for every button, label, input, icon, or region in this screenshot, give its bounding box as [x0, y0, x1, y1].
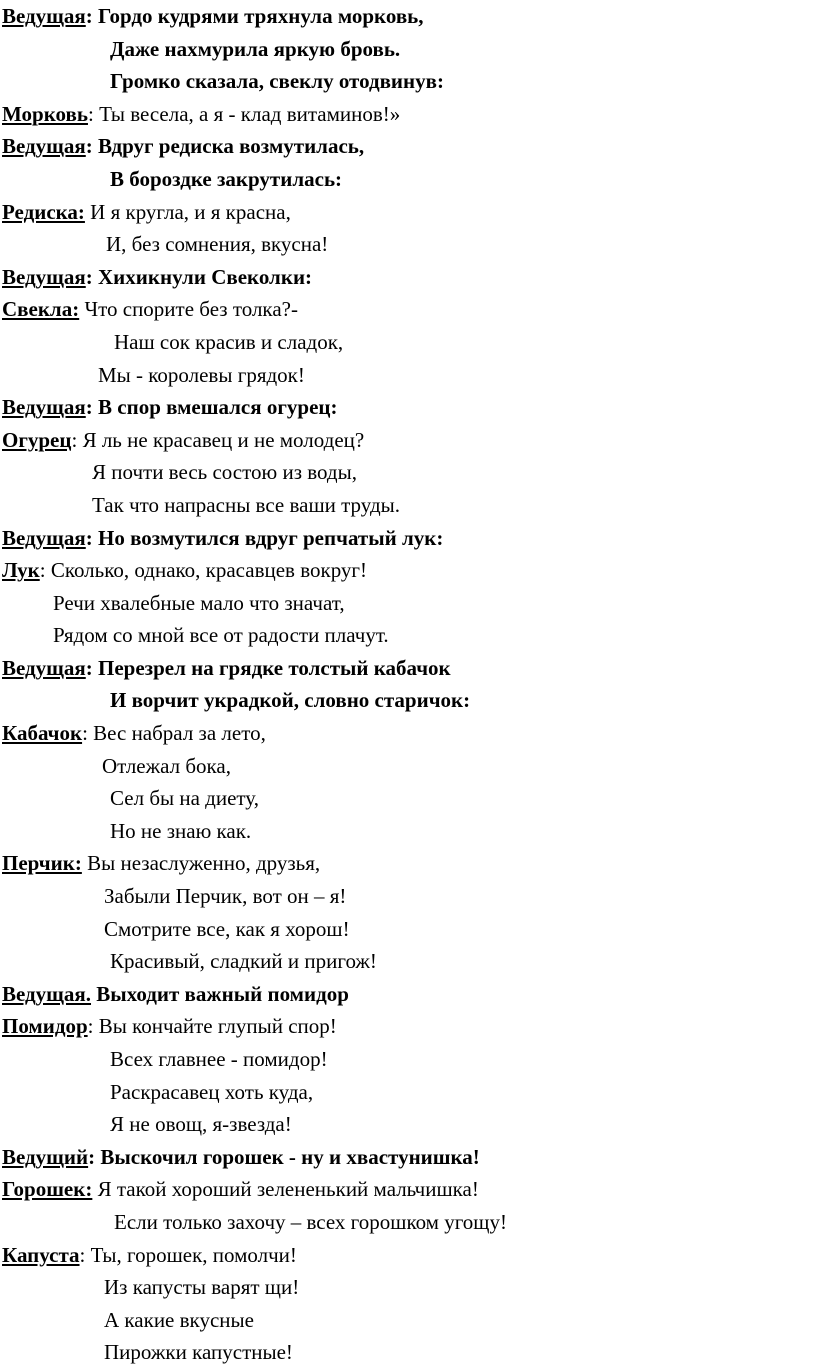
speaker-separator: :	[88, 1144, 96, 1169]
speaker-name: Ведущий	[2, 1144, 89, 1169]
dialogue-line	[2, 130, 814, 163]
speaker-name: Ведущая	[2, 395, 86, 420]
verse-line	[2, 163, 814, 196]
dialogue-line	[2, 98, 814, 131]
line-text: Так что напрасны все ваши труды.	[92, 492, 400, 517]
line-text: Всех главнее - помидор!	[110, 1047, 328, 1071]
line-text: Гордо кудрями тряхнула морковь,	[92, 4, 424, 28]
line-text: Вы незаслуженно, друзья,	[81, 851, 321, 876]
speaker-separator: :	[85, 525, 93, 550]
speaker-separator: :	[85, 395, 93, 420]
verse-line	[2, 750, 814, 783]
dialogue-line	[2, 847, 814, 880]
verse-line	[2, 782, 814, 815]
verse-line	[2, 1271, 814, 1304]
line-text: Сел бы на диету,	[110, 786, 259, 811]
line-text: Красивый, сладкий и пригож!	[110, 949, 377, 974]
dialogue-line	[2, 522, 814, 555]
speaker-separator: :	[85, 655, 93, 680]
line-text: Даже нахмурила яркую бровь.	[110, 36, 401, 61]
verse-line	[2, 456, 814, 489]
speaker-name: Морковь	[2, 101, 88, 126]
dialogue-line	[2, 196, 814, 229]
line-text: И, без сомнения, вкусна!	[106, 232, 329, 257]
verse-line	[2, 65, 814, 98]
speaker-separator: :	[87, 101, 94, 126]
script-page	[2, 0, 814, 1369]
line-text: Наш сок красив и сладок,	[114, 329, 344, 354]
verse-line	[2, 1304, 814, 1337]
speaker-separator: :	[85, 264, 93, 289]
verse-line	[2, 1206, 814, 1239]
dialogue-line	[2, 391, 814, 424]
dialogue-line	[2, 1141, 814, 1174]
line-text: Я не овощ, я-звезда!	[110, 1112, 292, 1137]
speaker-name: Перчик:	[2, 851, 82, 876]
dialogue-line	[2, 1239, 814, 1272]
line-text: : Сколько, однако, красавцев вокруг!	[39, 558, 368, 583]
verse-line	[2, 1043, 814, 1076]
speaker-name: Ведущая	[2, 264, 86, 289]
line-text: Выходит важный помидор	[96, 981, 349, 1006]
verse-line	[2, 880, 814, 913]
line-text: Если только захочу – всех горошком угощу!	[114, 1209, 507, 1234]
verse-line	[2, 815, 814, 848]
verse-line	[2, 1108, 814, 1141]
line-text: Ты весела, а я - клад витаминов!»	[93, 101, 401, 126]
line-text: Что спорите без толка?-	[79, 297, 298, 322]
speaker-name: Ведущая.	[2, 981, 92, 1006]
dialogue-line	[2, 424, 814, 457]
speaker-name: Ведущая	[2, 134, 86, 159]
verse-line	[2, 1336, 814, 1369]
speaker-name: Ведущая	[2, 525, 86, 550]
line-text: Перезрел на грядке толстый кабачок	[92, 655, 451, 680]
line-text: В бороздке закрутилась:	[110, 166, 343, 191]
speaker-separator: :	[85, 134, 93, 159]
line-text: Выскочил горошек - ну и хвастунишка!	[95, 1144, 480, 1169]
speaker-separator: :	[85, 4, 93, 28]
dialogue-line	[2, 978, 814, 1011]
line-text: В спор вмешался огурец:	[92, 395, 338, 420]
dialogue-line	[2, 652, 814, 685]
line-text: Раскрасавец хоть куда,	[110, 1079, 314, 1104]
line-text: Хихикнули Свеколки:	[92, 264, 313, 289]
line-text: Отлежал бока,	[102, 753, 232, 778]
speaker-name: Кабачок	[2, 721, 83, 746]
verse-line	[2, 913, 814, 946]
verse-line	[2, 587, 814, 620]
line-text: : Ты, горошек, помолчи!	[79, 1242, 297, 1267]
line-text: И ворчит украдкой, словно старичок:	[110, 688, 471, 713]
speaker-name: Редиска:	[2, 199, 85, 224]
speaker-name: Свекла:	[2, 297, 80, 322]
dialogue-line	[2, 554, 814, 587]
dialogue-line	[2, 717, 814, 750]
speaker-name: Горошек:	[2, 1177, 93, 1202]
line-text: Но возмутился вдруг репчатый лук:	[92, 525, 444, 550]
verse-line	[2, 359, 814, 392]
speaker-name: Лук	[2, 558, 40, 583]
dialogue-line	[2, 1010, 814, 1043]
line-text: Но не знаю как.	[110, 818, 252, 843]
verse-line	[2, 489, 814, 522]
line-text: Рядом со мной все от радости плачут.	[53, 623, 389, 648]
speaker-name: Помидор	[2, 1014, 88, 1039]
dialogue-line	[2, 1173, 814, 1206]
verse-line	[2, 945, 814, 978]
dialogue-line	[2, 293, 814, 326]
line-text: Громко сказала, свеклу отодвинув:	[110, 69, 444, 94]
line-text: : Я ль не красавец и не молодец?	[71, 427, 365, 452]
dialogue-line	[2, 261, 814, 294]
line-text: Из капусты варят щи!	[104, 1275, 300, 1300]
speaker-name: Огурец	[2, 427, 72, 452]
line-text: Мы - королевы грядок!	[98, 362, 305, 387]
verse-line	[2, 33, 814, 66]
line-text: Забыли Перчик, вот он – я!	[104, 884, 347, 909]
verse-line	[2, 1076, 814, 1109]
line-text: Смотрите все, как я хорош!	[104, 916, 350, 941]
speaker-name: Капуста	[2, 1242, 80, 1267]
speaker-name: Ведущая	[2, 4, 86, 28]
line-text: А какие вкусные	[104, 1307, 254, 1332]
line-text: Я почти весь состою из воды,	[92, 460, 357, 485]
line-text: Пирожки капустные!	[104, 1340, 293, 1365]
line-text: Я такой хороший зелененький мальчишка!	[92, 1177, 479, 1202]
speaker-name: Ведущая	[2, 655, 86, 680]
line-text: : Вы кончайте глупый спор!	[87, 1014, 337, 1039]
verse-line	[2, 684, 814, 717]
verse-line	[2, 619, 814, 652]
verse-line	[2, 228, 814, 261]
line-text: Вдруг редиска возмутилась,	[92, 134, 365, 159]
verse-line	[2, 326, 814, 359]
line-text: : Вес набрал за лето,	[82, 721, 266, 746]
dialogue-line	[2, 0, 814, 33]
line-text: И я кругла, и я красна,	[84, 199, 291, 224]
line-text: Речи хвалебные мало что значат,	[53, 590, 345, 615]
